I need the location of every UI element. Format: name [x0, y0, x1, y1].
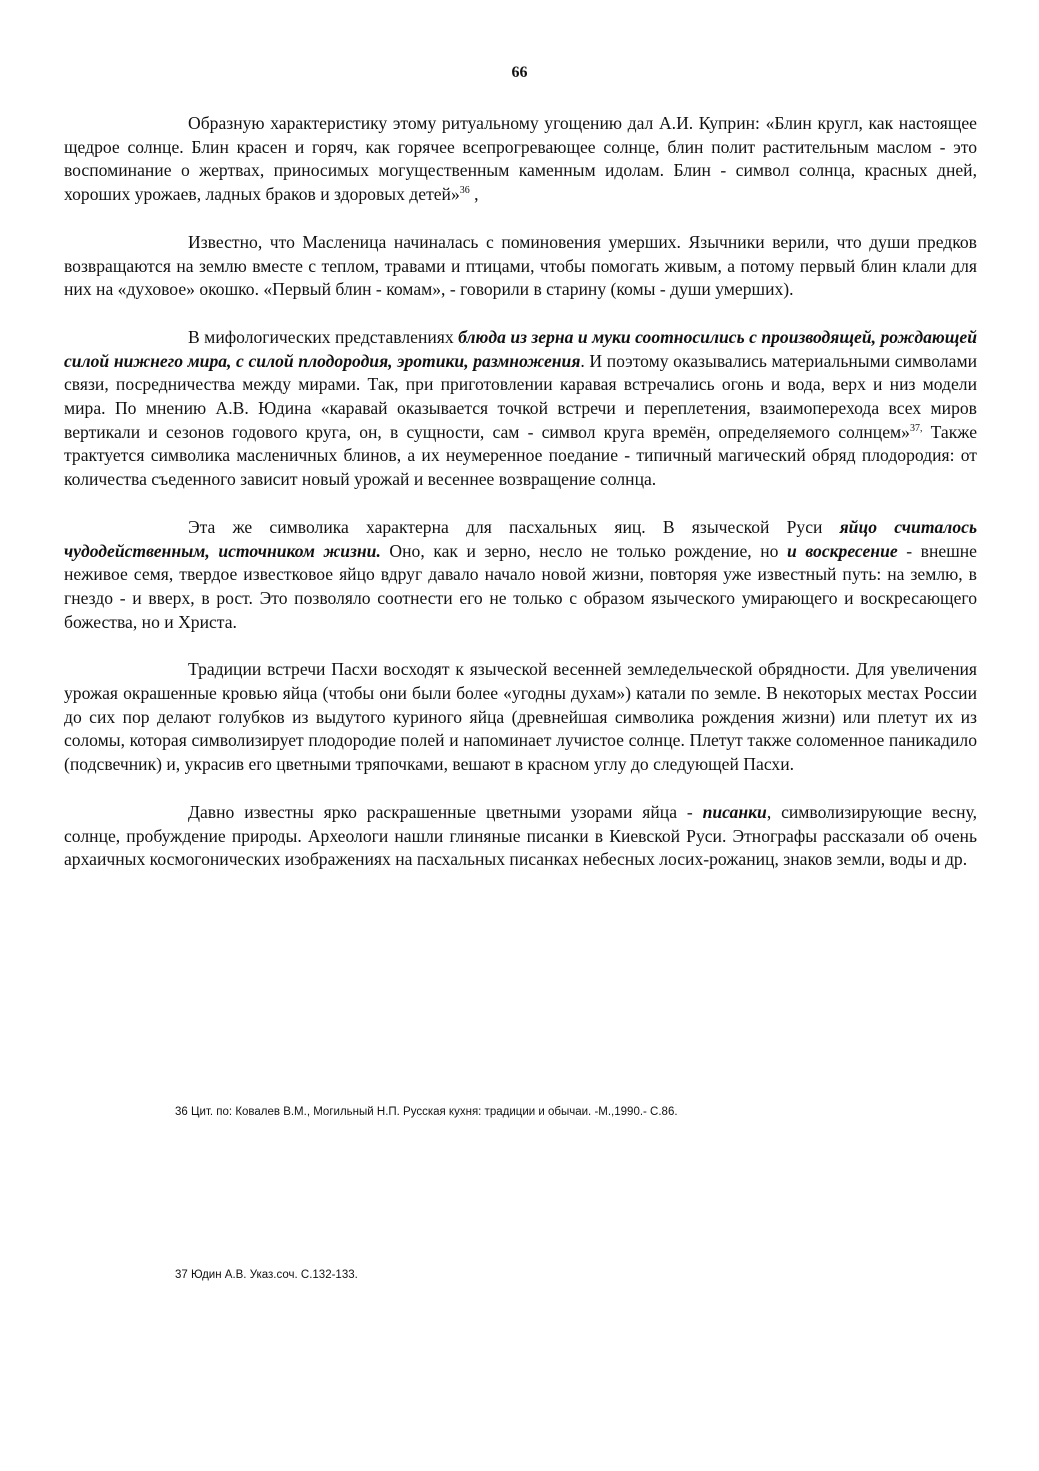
footnote-36: 36 Цит. по: Ковалев В.М., Могильный Н.П. Русская кухня: традиции и обычаи. -М.,1990.- С.86.: [175, 1106, 678, 1118]
paragraph-3-body: . И поэтому оказывались материальными символами связи, посредничества между мирами. Так, при приготовлении каравая встречались огонь и вода, верх и низ модели мира. По мнению А.В. Юдина «каравай оказывается точкой встречи и переплетения, взаимоперехода всех миров вертикали и сезонов годового круга, он, в сущности, сам - символ круга времён, определяемого солнцем»: [64, 350, 978, 442]
paragraph-4-body: Оно, как и зерно, несло не только рождение, но: [380, 540, 788, 561]
paragraph-5: Традиции встречи Пасхи восходят к языческой весенней земледельческой обрядности. Для увеличения урожая окрашенные кровью яйца (чтобы они были более «угодны духам») катали по земле. В некоторых местах России до сих пор делают голубков из выдутого куриного яйца (древнейшая символика рождения жизни) или плетут их из соломы, которая символизирует плодородие полей и напоминает лучистое солнце. Плетут также соломенное паникадило (подсвечник) и, украсив его цветными тряпочками, вешают в красном углу до следующей Пасхи.: [64, 659, 977, 775]
main-text: [64, 112, 977, 896]
paragraph-1: [64, 112, 977, 207]
paragraph-1-tail: ,: [469, 184, 479, 205]
paragraph-4-emphasis-2: и воскресение: [787, 540, 898, 561]
paragraph-6-intro: Давно известны ярко раскрашенные цветными узорами яйца -: [188, 801, 703, 822]
paragraph-4-end: - внешне неживое семя, твердое известковое яйцо вдруг давало начало новой жизни, повторяя уже известный путь: на землю, в гнездо - и вверх, в рост. Это позволяло соотнести его не только с образом языческого умирающего и воскресающего божества, но и Христа.: [64, 540, 977, 632]
footnote-37: 37 Юдин А.В. Указ.соч. С.132-133.: [175, 1269, 358, 1281]
paragraph-3: [64, 326, 977, 492]
page-number: 66: [511, 64, 528, 81]
paragraph-4-intro: Эта же символика характерна для пасхальных яиц. В языческой Руси: [188, 516, 840, 537]
paragraph-6: [64, 801, 977, 872]
paragraph-6-end: , символизирующие весну, солнце, пробуждение природы. Археологи нашли глиняные писанки в Киевской Руси. Этнографы рассказали об очень архаичных космогонических изображениях на пасхальных писанках небесных лосих-рожаниц, знаков земли, воды и др.: [64, 801, 977, 870]
paragraph-2: Известно, что Масленица начиналась с поминовения умерших. Язычники верили, что души предков возвращаются на землю вместе с теплом, травами и птицами, чтобы помогать живым, а потому первый блин клали для них на «духовое» окошко. «Первый блин - комам», - говорили в старину (комы - души умерших).: [64, 231, 977, 300]
paragraph-6-emphasis: писанки: [702, 801, 767, 822]
paragraph-1-text: Образную характеристику этому ритуальному угощению дал А.И. Куприн: «Блин кругл, как настоящее щедрое солнце. Блин красен и горяч, как горячее всепрогревающее солнце, блин полит растительным маслом - это воспоминание о жертвах, приносимых могущественным каменным идолам. Блин - символ солнца, красных дней, хороших урожаев, ладных браков и здоровых детей»: [64, 113, 977, 205]
paragraph-3-emphasis: блюда из зерна и муки соотносились с производящей, рождающей силой нижнего мира, с силой плодородия, эротики, размножения: [64, 326, 977, 371]
paragraph-4-emphasis-1: яйцо считалось чудодейственным, источником жизни.: [64, 516, 977, 561]
paragraph-3-intro: В мифологических представлениях: [188, 326, 459, 347]
footnote-ref-36: 36: [459, 185, 470, 197]
paragraph-3-end: Также трактуется символика масленичных блинов, а их неумеренное поедание - типичный магический обряд плодородия: от количества съеденного зависит новый урожай и весеннее возвращение солнца.: [64, 421, 978, 490]
paragraph-4: [64, 516, 977, 635]
footnote-ref-37: 37,: [909, 422, 923, 434]
